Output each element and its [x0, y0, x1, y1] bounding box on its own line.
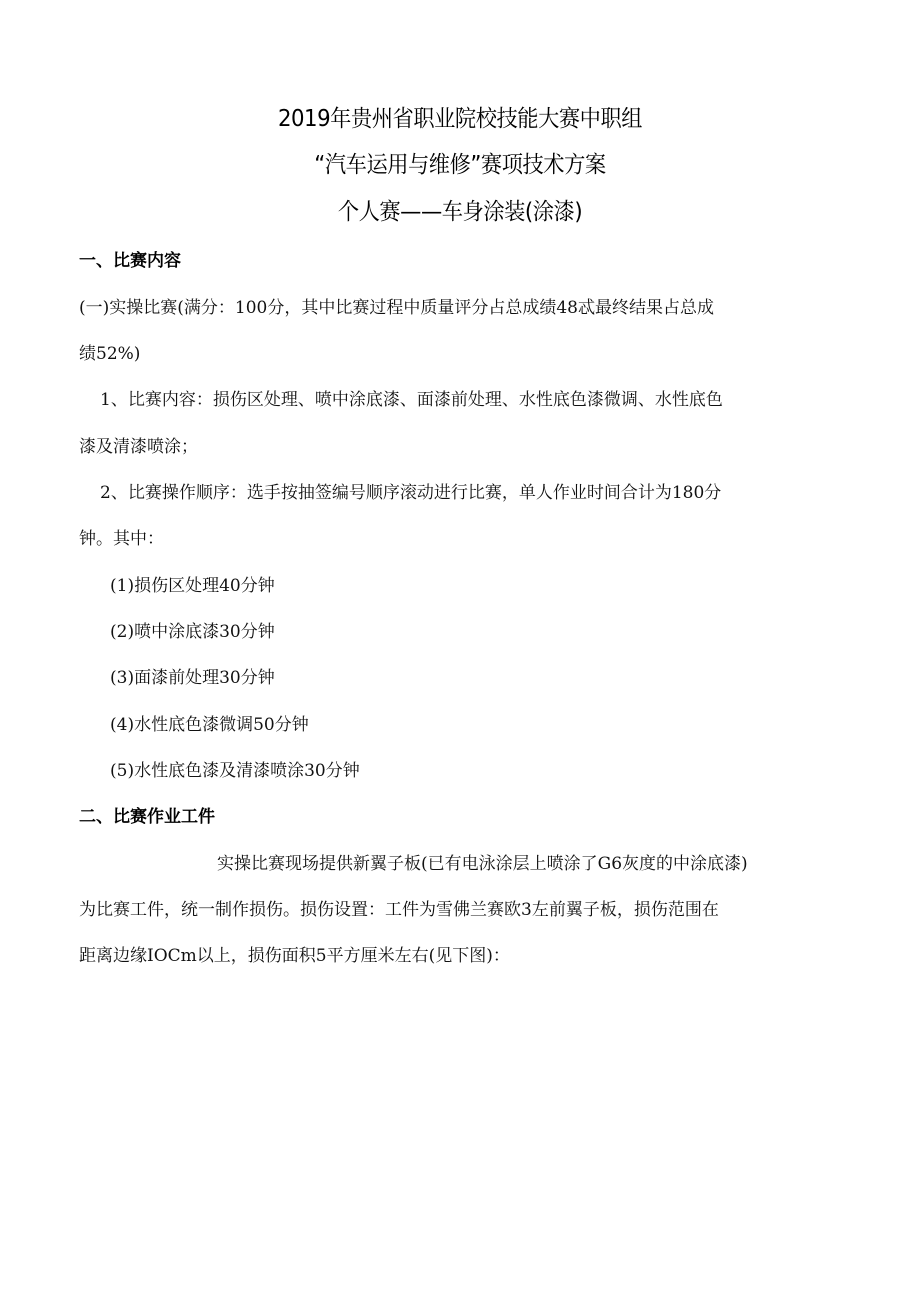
document-title-line-3: 个人赛——车身涂装(涂漆) — [337, 199, 583, 225]
list-item: (3)面漆前处理30分钟 — [110, 668, 275, 688]
list-item: (5)水性底色漆及清漆喷涂30分钟 — [110, 761, 360, 781]
list-item: (4)水性底色漆微调50分钟 — [110, 715, 309, 735]
document-title-line-1: 2019年贵州省职业院校技能大赛中职组 — [277, 106, 643, 132]
paragraph-line: 实操比赛现场提供新翼子板(已有电泳涂层上喷涂了G6灰度的中涂底漆) — [217, 854, 748, 874]
section-heading-competition-content: 一、比赛内容 — [79, 251, 181, 271]
paragraph-line: 钟。其中： — [79, 529, 164, 549]
section-heading-workpiece: 二、比赛作业工件 — [79, 807, 215, 827]
list-item: (1)损伤区处理40分钟 — [110, 576, 275, 596]
paragraph-line: 绩52%) — [79, 344, 141, 364]
paragraph-line: (一)实操比赛(满分：100分，其中比赛过程中质量评分占总成绩48忒最终结果占总成 — [79, 298, 714, 318]
paragraph-line: 2、比赛操作顺序：选手按抽签编号顺序滚动进行比赛，单人作业时间合计为180分 — [100, 483, 722, 503]
list-item: (2)喷中涂底漆30分钟 — [110, 622, 275, 642]
paragraph-line: 为比赛工件，统一制作损伤。损伤设置：工件为雪佛兰赛欧3左前翼子板，损伤范围在 — [79, 900, 719, 920]
paragraph-line: 距离边缘IOCm以上，损伤面积5平方厘米左右(见下图)： — [79, 946, 510, 966]
document-title-line-2: “汽车运用与维修”赛项技术方案 — [314, 152, 606, 178]
paragraph-line: 漆及清漆喷涂； — [79, 437, 198, 457]
paragraph-line: 1、比赛内容：损伤区处理、喷中涂底漆、面漆前处理、水性底色漆微调、水性底色 — [100, 390, 723, 410]
